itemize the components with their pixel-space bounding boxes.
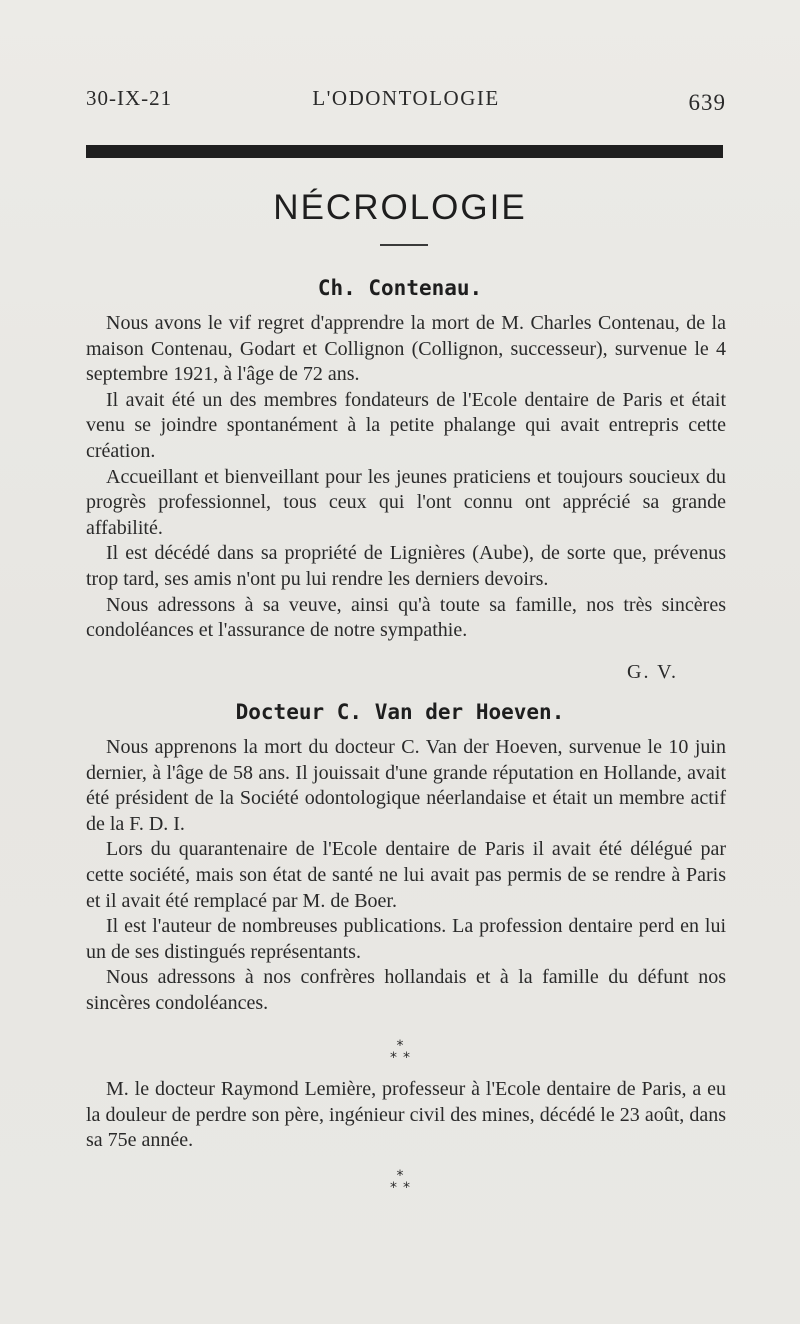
header-rule [86,145,723,158]
asterism-top: * [396,1168,404,1184]
obituary-heading-contenau: Ch. Contenau. [317,276,483,300]
paragraph: Accueillant et bienveillant pour les jeunes praticiens et toujours soucieux du progrès professionnel, tous ceux qui l'ont connu ont apprécié sa grande affabilité. [86,465,726,539]
section-title: NÉCROLOGIE [273,188,527,227]
asterism-bottom: ** [390,1050,416,1066]
asterism-top: * [396,1038,404,1054]
paragraph: Il est décédé dans sa propriété de Lignières (Aube), de sorte que, prévenus trop tard, ses amis n'ont pu lui rendre les derniers devoirs. [86,542,726,590]
paragraph: Nous avons le vif regret d'apprendre la mort de M. Charles Contenau, de la maison Contenau, Godart et Collignon (Collignon, successeur), survenue le 4 septembre 1921, à l'âge de 72 ans. [86,312,726,386]
asterism-bottom: ** [390,1180,416,1196]
page-number: 639 [688,90,726,115]
title-underline [380,244,428,246]
journal-title: L'ODONTOLOGIE [312,86,500,110]
paragraph: Lors du quarantenaire de l'Ecole dentaire de Paris il avait été délégué par cette société, mais son état de santé ne lui avait pas permis de se rendre à Paris et il avait été remplacé par M. de Boer. [86,838,726,912]
issue-date: 30-IX-21 [86,86,173,110]
obituary-text-van-der-hoeven [86,735,726,1017]
paragraph: Il est l'auteur de nombreuses publications. La profession dentaire perd en lui un de ses distingués représentants. [86,915,726,963]
paragraph: Il avait été un des membres fondateurs de l'Ecole dentaire de Paris et était venu se joindre spontanément à la petite phalange qui avait entrepris cette création. [86,388,726,462]
obituary-text-contenau [86,311,726,644]
asterism-divider [0,1040,800,1064]
paragraph: Nous adressons à sa veuve, ainsi qu'à toute sa famille, nos très sincères condoléances et l'assurance de notre sympathie. [86,593,726,642]
obituary-heading-van-der-hoeven: Docteur C. Van der Hoeven. [235,700,565,724]
asterism-divider [0,1170,800,1194]
paragraph: Nous apprenons la mort du docteur C. Van der Hoeven, survenue le 10 juin dernier, à l'âge de 58 ans. Il jouissait d'une grande réputation en Hollande, avait été président de la Société odontologique néerlandaise et était un membre actif de la F. D. I. [86,736,726,835]
note-text-lemiere [86,1077,726,1154]
paragraph: M. le docteur Raymond Lemière, professeur à l'Ecole dentaire de Paris, a eu la douleur de perdre son père, ingénieur civil des mines, décédé le 23 août, dans sa 75e année. [86,1078,726,1152]
signature: G. V. [627,661,678,683]
running-header [86,86,726,116]
paragraph: Nous adressons à nos confrères hollandais et à la famille du défunt nos sincères condoléances. [86,966,726,1014]
